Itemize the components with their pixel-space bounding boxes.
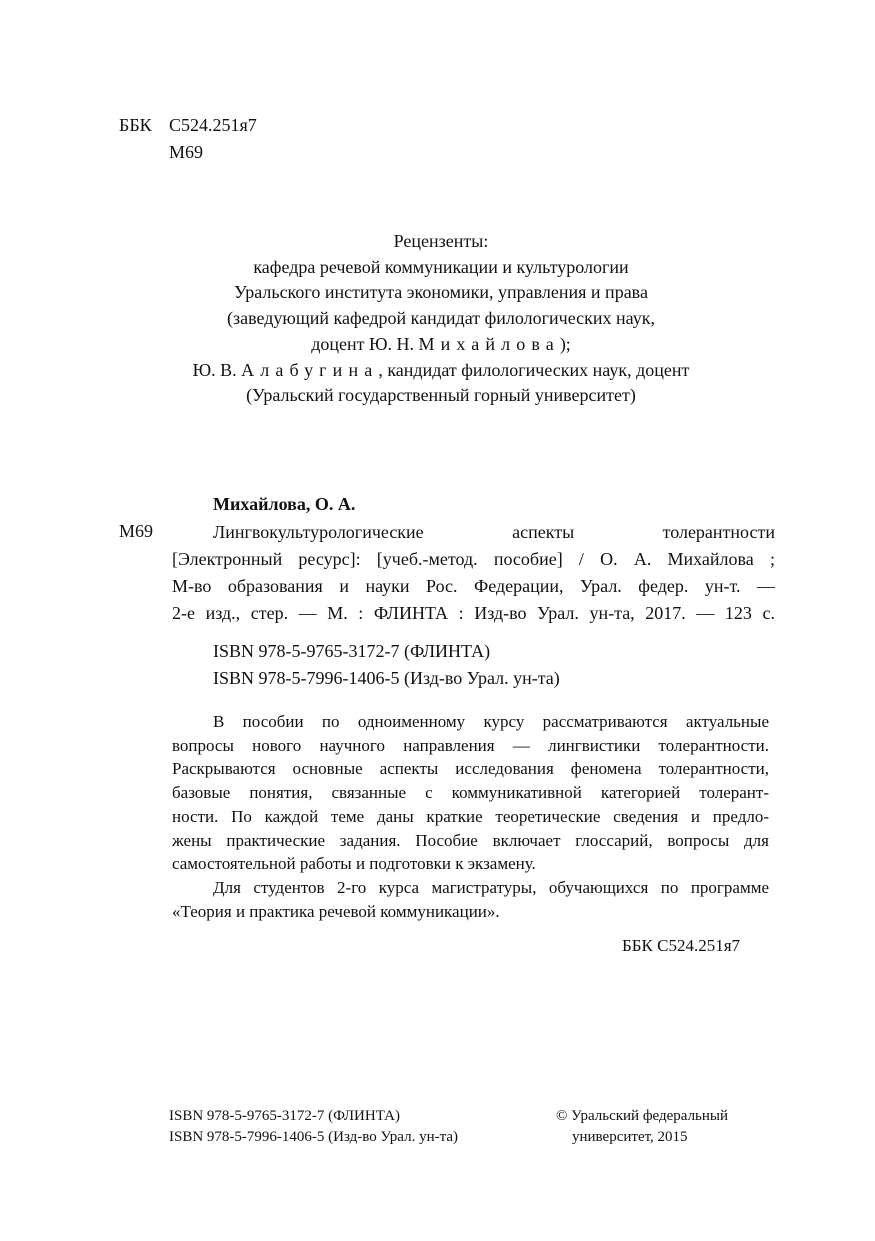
record-mark: М69 [119,521,154,541]
reviewers-block [120,229,762,409]
isbn-line: ISBN 978-5-9765-3172-7 (ФЛИНТА) [213,641,491,661]
record-author: Михайлова, О. А. [213,494,356,514]
record-line: [Электронный ресурс]: [учеб.-метод. пособие] / О. А. Михайлова ; [172,549,775,569]
bbk-label: ББК [119,115,152,135]
reviewer-suffix: ); [559,333,571,354]
reviewer-suffix: , кандидат филологических наук, доцент [378,359,690,380]
annotation-line: базовые понятия, связанные с коммуникативной категорией толерант- [172,783,769,803]
record-isbn-block [213,638,560,692]
annotation-block [172,710,769,923]
reviewer-name-spaced: Михайлова [418,333,560,354]
author-mark: М69 [169,142,204,162]
annotation-line: Раскрываются основные аспекты исследования феномена толерантности, [172,759,769,779]
audience-line: Для студентов 2-го курса магистратуры, обучающихся по программе [213,877,769,897]
copyright-line: © Уральский федеральный [556,1108,729,1124]
copyright-block [556,1106,728,1148]
bbk-code: С524.251я7 [169,115,257,135]
annotation-bbk: ББК С524.251я7 [622,936,741,955]
reviewers-heading: Рецензенты: [393,231,489,251]
annotation-line: самостоятельной работы и подготовки к экзамену. [172,854,536,874]
reviewer-prefix: доцент Ю. Н. [311,333,419,354]
reviewers-line: кафедра речевой коммуникации и культурологии [253,256,629,277]
reviewers-line [120,332,762,358]
isbn-line: ISBN 978-5-7996-1406-5 (Изд-во Урал. ун-та) [213,668,560,688]
audience-line: «Теория и практика речевой коммуникации». [172,901,500,921]
reviewers-line: (заведующий кафедрой кандидат филологических наук, [227,308,655,329]
reviewer-prefix: Ю. В. [192,359,242,380]
footer-isbn-line: ISBN 978-5-7996-1406-5 (Изд-во Урал. ун-та) [169,1129,458,1145]
annotation-line: ности. По каждой теме даны краткие теоретические сведения и предло- [172,806,769,826]
copyright-line: университет, 2015 [572,1129,688,1145]
reviewers-line: (Уральский государственный горный университет) [246,385,636,406]
annotation-line: вопросы нового научного направления — лингвистики толерантности. [172,735,769,755]
record-body [172,519,775,627]
annotation-line: В пособии по одноименному курсу рассматриваются актуальные [213,712,769,731]
reviewers-line: Уральского института экономики, управления и права [234,282,648,303]
record-line: М-во образования и науки Рос. Федерации, Урал. федер. ун-т. — [172,576,775,596]
record-line: Лингвокультурологические аспекты толерантности [213,522,775,542]
annotation-line: жены практические задания. Пособие включает глоссарий, вопросы для [172,830,769,850]
footer-isbn-line: ISBN 978-5-9765-3172-7 (ФЛИНТА) [169,1108,400,1124]
record-line: 2-е изд., стер. — М. : ФЛИНТА : Изд-во Урал. ун-та, 2017. — 123 с. [172,603,775,623]
reviewer-name-spaced: Алабугина [241,359,379,380]
reviewers-line [120,358,762,384]
footer-isbn-block [169,1106,458,1148]
